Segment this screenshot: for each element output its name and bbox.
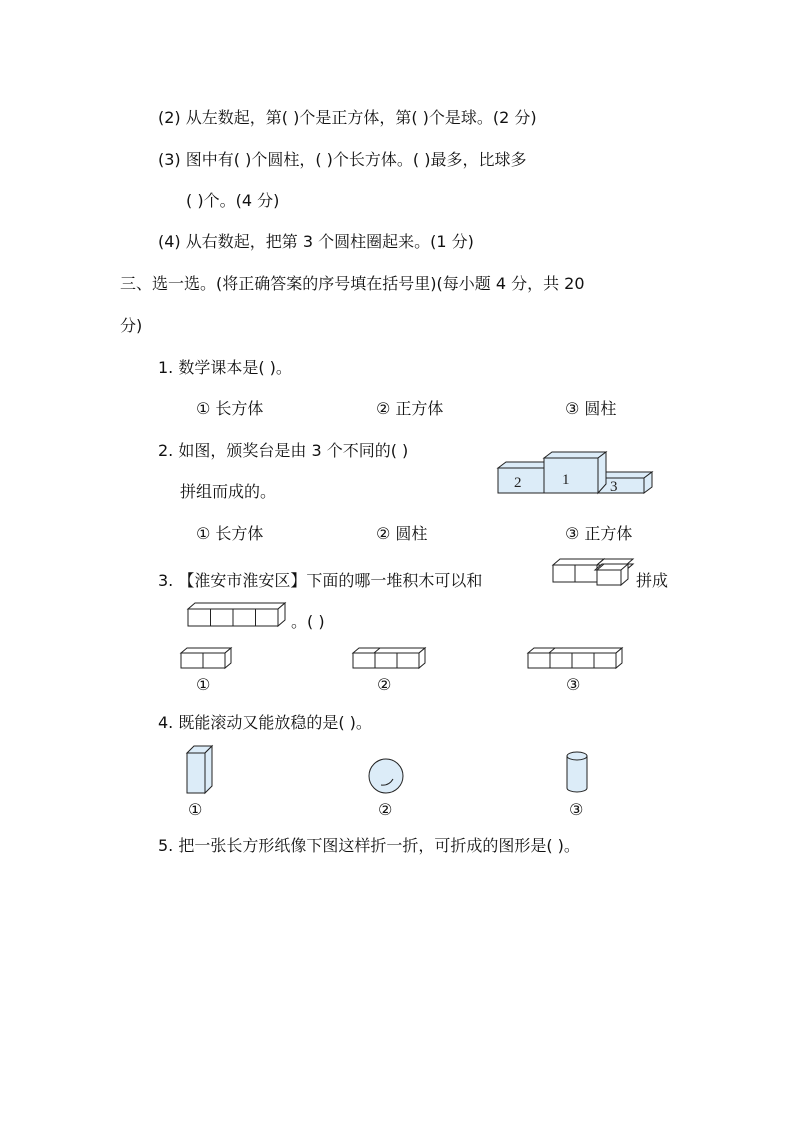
- part2-question-2: (2) 从左数起，第( )个是正方体，第( )个是球。(2 分): [158, 108, 537, 127]
- q2-stem-line2: 拼组而成的。: [180, 482, 277, 501]
- q4-option-2-mark: ②: [378, 800, 393, 819]
- q1-option-2: ② 正方体: [376, 399, 444, 418]
- q3-stem-part2: 拼成: [636, 571, 669, 590]
- part3-heading-line2: 分): [120, 316, 143, 335]
- q4-option-3-cylinder: [565, 750, 589, 794]
- q5-stem: 5. 把一张长方形纸像下图这样折一折，可折成的图形是( )。: [158, 836, 580, 855]
- q3-option-3-mark: ③: [566, 675, 581, 694]
- q3-option-1-mark: ①: [196, 675, 211, 694]
- q2-stem-line1: 2. 如图，颁奖台是由 3 个不同的( ): [158, 441, 409, 460]
- q3-stem-line2: 。( ): [291, 612, 325, 631]
- part2-question-3-line1: (3) 图中有( )个圆柱，( )个长方体。( )最多，比球多: [158, 150, 527, 169]
- q3-option-2-mark: ②: [377, 675, 392, 694]
- podium-figure: [496, 448, 658, 496]
- q2-option-1: ① 长方体: [196, 524, 264, 543]
- q2-option-3: ③ 正方体: [565, 524, 633, 543]
- part2-question-4: (4) 从右数起，把第 3 个圆柱圈起来。(1 分): [158, 232, 474, 251]
- q3-option-2-blocks: [352, 645, 428, 669]
- part3-heading-line1: 三、选一选。(将正确答案的序号填在括号里)(每小题 4 分，共 20: [120, 274, 585, 293]
- q1-option-3: ③ 圆柱: [565, 399, 617, 418]
- q3-given-blocks: [551, 557, 637, 587]
- q3-stem-part1: 3. 【淮安市淮安区】下面的哪一堆积木可以和: [158, 571, 483, 590]
- part2-question-3-line2: ( )个。(4 分): [186, 191, 280, 210]
- q4-option-1-mark: ①: [188, 800, 203, 819]
- q4-option-3-mark: ③: [569, 800, 584, 819]
- q3-target-blocks: [186, 602, 290, 628]
- podium-label-2: 2: [514, 475, 522, 491]
- podium-label-3: 3: [610, 479, 618, 495]
- q2-option-2: ② 圆柱: [376, 524, 428, 543]
- q4-option-1-prism: [185, 745, 215, 795]
- q3-option-1-blocks: [180, 647, 234, 669]
- podium-label-1: 1: [562, 472, 570, 488]
- q4-stem: 4. 既能滚动又能放稳的是( )。: [158, 713, 372, 732]
- q1-stem: 1. 数学课本是( )。: [158, 358, 292, 377]
- q4-option-2-sphere: [367, 757, 405, 795]
- q1-option-1: ① 长方体: [196, 399, 264, 418]
- q3-option-3-blocks: [527, 643, 625, 669]
